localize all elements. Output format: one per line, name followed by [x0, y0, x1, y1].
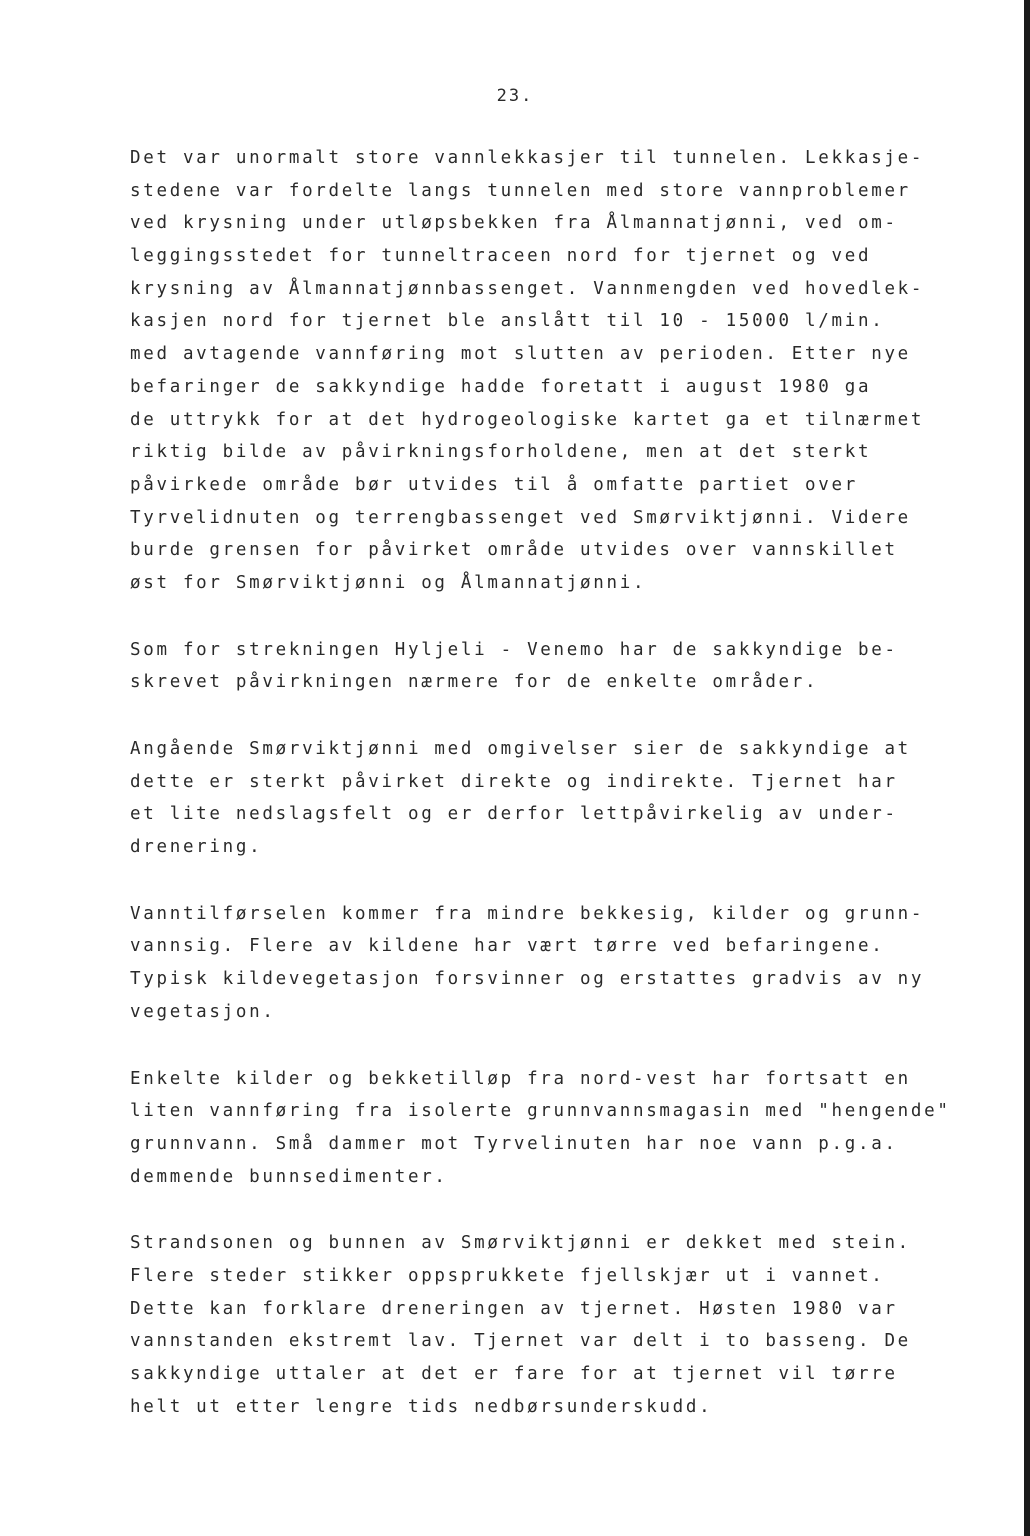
text-line: vannstanden ekstremt lav. Tjernet var delt i to basseng. De: [130, 1331, 911, 1352]
text-line: helt ut etter lengre tids nedbørsunderskudd.: [130, 1396, 713, 1417]
paragraph-smorviktjonni: [130, 733, 930, 864]
text-line: befaringer de sakkyndige hadde foretatt i august 1980 ga: [130, 376, 872, 397]
text-line: de uttrykk for at det hydrogeologiske kartet ga et tilnærmet: [130, 409, 925, 430]
text-line: riktig bilde av påvirkningsforholdene, men at det sterkt: [130, 442, 872, 463]
paragraph-leakage: [130, 142, 930, 600]
text-line: øst for Smørviktjønni og Ålmannatjønni.: [130, 572, 647, 593]
text-line: påvirkede område bør utvides til å omfatte partiet over: [130, 474, 858, 495]
text-line: vannsig. Flere av kildene har vært tørre ved befaringene.: [130, 936, 885, 957]
text-line: kasjen nord for tjernet ble anslått til 10 - 15000 l/min.: [130, 311, 885, 332]
text-line: med avtagende vannføring mot slutten av perioden. Etter nye: [130, 344, 911, 365]
text-line: vegetasjon.: [130, 1001, 276, 1022]
text-line: Tyrvelidnuten og terrengbassenget ved Smørviktjønni. Videre: [130, 507, 911, 528]
text-line: liten vannføring fra isolerte grunnvannsmagasin med "hengende": [130, 1101, 951, 1122]
body-text: [130, 142, 951, 1457]
paragraph-hyljeli-venemo: [130, 634, 930, 699]
text-line: et lite nedslagsfelt og er derfor lettpåvirkelig av under-: [130, 804, 898, 825]
text-line: leggingsstedet for tunneltraceen nord for tjernet og ved: [130, 246, 872, 267]
paragraph-vanntilforsel: [130, 898, 930, 1029]
text-line: Vanntilførselen kommer fra mindre bekkesig, kilder og grunn-: [130, 903, 925, 924]
text-line: dette er sterkt påvirket direkte og indirekte. Tjernet har: [130, 771, 898, 792]
text-line: Dette kan forklare dreneringen av tjernet. Høsten 1980 var: [130, 1298, 898, 1319]
paragraph-strandsonen: [130, 1227, 930, 1423]
page-number: 23.: [496, 86, 534, 106]
text-line: Det var unormalt store vannlekkasjer til tunnelen. Lekkasje-: [130, 148, 925, 168]
text-line: Som for strekningen Hyljeli - Venemo har de sakkyndige be-: [130, 639, 898, 660]
paragraph-kilder: [130, 1063, 951, 1194]
text-line: Enkelte kilder og bekketilløp fra nord-vest har fortsatt en: [130, 1068, 911, 1089]
text-line: Angående Smørviktjønni med omgivelser sier de sakkyndige at: [130, 739, 911, 759]
scan-edge: [1024, 0, 1030, 1536]
text-line: skrevet påvirkningen nærmere for de enkelte områder.: [130, 672, 819, 693]
text-line: ved krysning under utløpsbekken fra Ålmannatjønni, ved om-: [130, 213, 898, 234]
text-line: Typisk kildevegetasjon forsvinner og erstattes gradvis av ny: [130, 969, 925, 990]
text-line: drenering.: [130, 837, 263, 858]
text-line: Strandsonen og bunnen av Smørviktjønni er dekket med stein.: [130, 1233, 911, 1254]
text-line: krysning av Ålmannatjønnbassenget. Vannmengden ved hovedlek-: [130, 278, 925, 299]
text-line: burde grensen for påvirket område utvides over vannskillet: [130, 540, 898, 561]
text-line: demmende bunnsedimenter.: [130, 1166, 448, 1187]
text-line: sakkyndige uttaler at det er fare for at tjernet vil tørre: [130, 1364, 898, 1384]
text-line: stedene var fordelte langs tunnelen med store vannproblemer: [130, 180, 911, 201]
text-line: grunnvann. Små dammer mot Tyrvelinuten har noe vann p.g.a.: [130, 1133, 898, 1154]
text-line: Flere steder stikker oppsprukkete fjellskjær ut i vannet.: [130, 1265, 885, 1286]
